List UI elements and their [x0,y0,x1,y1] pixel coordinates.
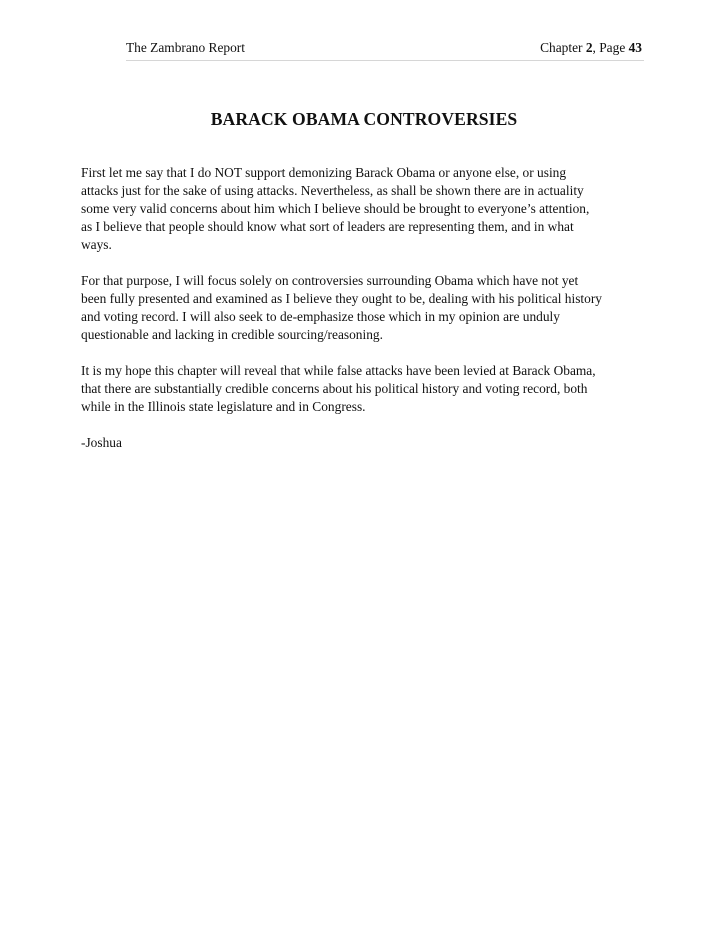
paragraph-line: and voting record. I will also seek to de-emphasize those which in my opinion are unduly [81,309,560,324]
page-header [126,26,644,61]
paragraph-line: as I believe that people should know what sort of leaders are representing them, and in what [81,219,574,234]
page-label: , Page [592,40,629,55]
paragraph-3 [81,362,661,416]
paragraph-line: questionable and lacking in credible sourcing/reasoning. [81,327,383,342]
paragraph-line: been fully presented and examined as I believe they ought to be, dealing with his political history [81,291,602,306]
document-title: BARACK OBAMA CONTROVERSIES [210,109,518,129]
paragraph-line: For that purpose, I will focus solely on controversies surrounding Obama which have not yet [81,273,579,288]
paragraph-line: that there are substantially credible concerns about his political history and voting record, both [81,381,588,396]
chapter-page-indicator [540,40,642,56]
paragraph-line: First let me say that I do NOT support demonizing Barack Obama or anyone else, or using [81,165,567,180]
paragraph-line: ways. [81,237,112,252]
page-number: 43 [628,40,642,55]
paragraph-line: attacks just for the sake of using attacks. Nevertheless, as shall be shown there are in actuality [81,183,584,198]
document-body [81,164,661,452]
paragraph-line: It is my hope this chapter will reveal that while false attacks have been levied at Barack Obama, [81,363,596,378]
chapter-label: Chapter [540,40,586,55]
report-title: The Zambrano Report [126,40,245,55]
paragraph-line: while in the Illinois state legislature and in Congress. [81,399,366,414]
paragraph-line: some very valid concerns about him which I believe should be brought to everyone’s attention, [81,201,590,216]
paragraph-2 [81,272,661,344]
author-signature: -Joshua [81,435,122,450]
paragraph-1 [81,164,661,254]
chapter-number: 2 [585,40,593,55]
